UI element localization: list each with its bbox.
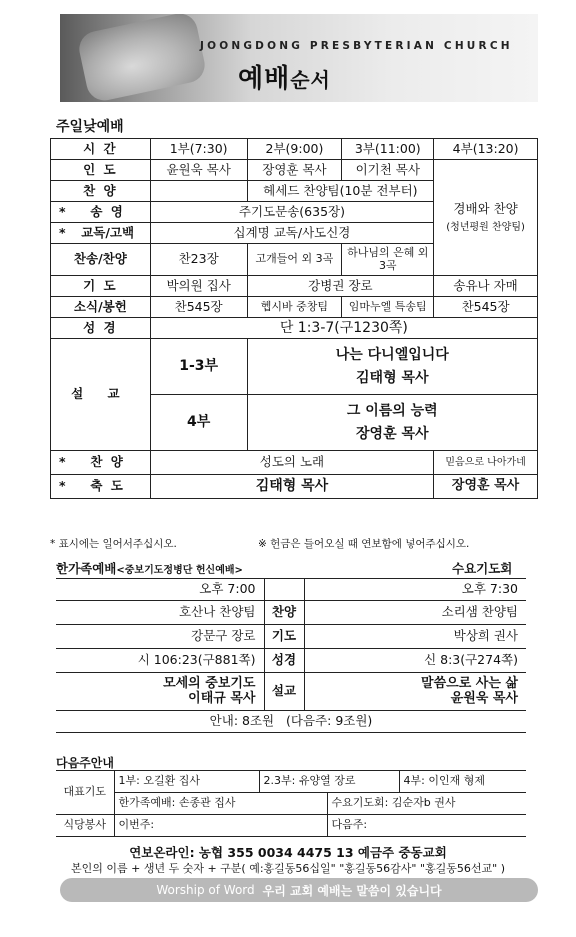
sermon-b-group: 4부 bbox=[150, 395, 247, 451]
next-week-table bbox=[56, 770, 526, 837]
row-label-praise: 찬양 bbox=[264, 601, 304, 625]
page-title: 예배순서 bbox=[238, 64, 331, 94]
table-row bbox=[56, 711, 526, 733]
praise-label: 찬 양 bbox=[51, 181, 151, 202]
benediction: 김태형 목사 bbox=[150, 475, 433, 499]
table-row bbox=[56, 601, 526, 625]
time-1: 1부(7:30) bbox=[150, 139, 247, 160]
sunday-order-table bbox=[50, 138, 538, 499]
family-service-title: 한가족예배<중보기도정병단 헌신예배> bbox=[56, 561, 243, 576]
table-row bbox=[51, 451, 538, 475]
time-label: 시 간 bbox=[51, 139, 151, 160]
left-sermon bbox=[56, 673, 264, 711]
offering-1: 찬545장 bbox=[150, 297, 247, 318]
benediction-label: * 축 도 bbox=[51, 475, 151, 499]
usher: 안내: 8조원 bbox=[209, 713, 275, 729]
usher-cell bbox=[56, 711, 526, 733]
table-row bbox=[56, 579, 526, 601]
slogan-kr: 우리 교회 예배는 말씀이 있습니다 bbox=[262, 883, 442, 898]
right-sermon bbox=[304, 673, 526, 711]
hymn-close-label: * 찬 양 bbox=[51, 451, 151, 475]
kitchen-label: 식당봉사 bbox=[56, 815, 114, 837]
next-prayer-1: 1부: 오길환 집사 bbox=[114, 771, 259, 793]
left-scripture: 시 106:23(구881쪽) bbox=[56, 649, 264, 673]
right-time: 오후 7:30 bbox=[304, 579, 526, 601]
time-3: 3부(11:00) bbox=[342, 139, 434, 160]
table-row bbox=[51, 160, 538, 181]
table-row bbox=[56, 815, 526, 837]
sunday-section-title: 주일낮예배 bbox=[56, 119, 124, 135]
account-info: 연보온라인: 농협 355 0034 4475 13 예금주 중동교회 bbox=[129, 845, 447, 860]
table-row bbox=[51, 475, 538, 499]
sermon-a bbox=[247, 339, 537, 395]
kitchen-next: 다음주: bbox=[327, 815, 526, 837]
invocation-label: 인 도 bbox=[51, 160, 151, 181]
next-wednesday: 수요기도회: 김순자b 권사 bbox=[327, 793, 526, 815]
table-row bbox=[56, 793, 526, 815]
right-sermon-preacher: 윤원욱 목사 bbox=[450, 690, 518, 706]
time-2: 2부(9:00) bbox=[247, 139, 342, 160]
next-prayer-label: 대표기도 bbox=[56, 771, 114, 815]
right-prayer: 박상희 권사 bbox=[304, 625, 526, 649]
left-sermon-title: 모세의 중보기도 bbox=[163, 675, 256, 691]
row-label-prayer: 기도 bbox=[264, 625, 304, 649]
invocation-2: 장영훈 목사 bbox=[247, 160, 342, 181]
offering-2: 헵시바 중창팀 bbox=[247, 297, 342, 318]
invocation-3: 이기천 목사 bbox=[342, 160, 434, 181]
slogan-banner bbox=[60, 878, 538, 902]
left-prayer: 강문구 장로 bbox=[56, 625, 264, 649]
col4-merged-title: 경배와 찬양 bbox=[453, 200, 518, 216]
row-label-scripture: 성경 bbox=[264, 649, 304, 673]
table-row bbox=[56, 673, 526, 711]
table-row bbox=[56, 625, 526, 649]
left-sermon-preacher: 이태규 목사 bbox=[188, 690, 256, 706]
table-row bbox=[56, 649, 526, 673]
praise2-3: 하나님의 은혜 외 3곡 bbox=[342, 244, 434, 276]
table-row bbox=[51, 318, 538, 339]
slogan-en: Worship of Word bbox=[156, 883, 255, 897]
next-week-title: 다음주안내 bbox=[56, 756, 114, 770]
next-prayer-23: 2.3부: 유양열 장로 bbox=[259, 771, 399, 793]
prayer-4: 송유나 자매 bbox=[434, 276, 538, 297]
evening-table bbox=[56, 578, 526, 733]
hymn-open-label: * 송 영 bbox=[51, 202, 151, 223]
benediction-4: 장영훈 목사 bbox=[434, 475, 538, 499]
note-stand: * 표시에는 일어서주십시오. bbox=[50, 538, 177, 550]
sermon-b-title: 그 이름의 능력 bbox=[346, 403, 438, 420]
praise2-label: 찬송/찬양 bbox=[51, 244, 151, 276]
hymn-close: 성도의 노래 bbox=[150, 451, 433, 475]
next-prayer-4: 4부: 이인재 형제 bbox=[399, 771, 526, 793]
sermon-a-preacher: 김태형 목사 bbox=[356, 369, 429, 386]
sermon-b-preacher: 장영훈 목사 bbox=[356, 425, 429, 442]
offering-3: 임마누엘 특송팀 bbox=[342, 297, 434, 318]
left-time: 오후 7:00 bbox=[56, 579, 264, 601]
note-offering: ※ 헌금은 들어오실 때 연보함에 넣어주십시오. bbox=[258, 538, 470, 550]
prayer-label: 기 도 bbox=[51, 276, 151, 297]
offering-label: 소식/봉헌 bbox=[51, 297, 151, 318]
time-4: 4부(13:20) bbox=[434, 139, 538, 160]
table-row bbox=[51, 139, 538, 160]
col4-merged-sub: (청년평원 찬양팀) bbox=[446, 221, 525, 233]
table-row bbox=[51, 297, 538, 318]
praise-team: 헤세드 찬양팀(10분 전부터) bbox=[247, 181, 434, 202]
table-row bbox=[56, 771, 526, 793]
sermon-label: 설 교 bbox=[51, 339, 151, 451]
offering-4: 찬545장 bbox=[434, 297, 538, 318]
kitchen-now: 이번주: bbox=[114, 815, 327, 837]
sermon-a-group: 1-3부 bbox=[150, 339, 247, 395]
account-format: 본인의 이름 + 생년 두 숫자 + 구분( 예:홍길동56십일" "홍길동56감사" "홍길동56선교" ) bbox=[71, 862, 505, 875]
usher-next: (다음주: 9조원) bbox=[286, 713, 373, 729]
prayer-23: 강병권 장로 bbox=[247, 276, 434, 297]
right-praise: 소리샘 찬양팀 bbox=[304, 601, 526, 625]
col4-merged-cell bbox=[434, 160, 538, 276]
bible-image bbox=[76, 14, 208, 102]
church-name: JOONGDONG PRESBYTERIAN CHURCH bbox=[200, 40, 513, 52]
hymn-close-4: 믿음으로 나아가네 bbox=[434, 451, 538, 475]
scripture: 단 1:3-7(구1230쪽) bbox=[150, 318, 537, 339]
creed-label: * 교독/고백 bbox=[51, 223, 151, 244]
praise2-1: 찬23장 bbox=[150, 244, 247, 276]
row-label-sermon: 설교 bbox=[264, 673, 304, 711]
creed: 십계명 교독/사도신경 bbox=[150, 223, 433, 244]
sermon-a-title: 나는 다니엘입니다 bbox=[335, 347, 449, 364]
left-praise: 호산나 찬양팀 bbox=[56, 601, 264, 625]
prayer-1: 박의원 집사 bbox=[150, 276, 247, 297]
wednesday-title: 수요기도회 bbox=[452, 561, 513, 576]
invocation-1: 윤원욱 목사 bbox=[150, 160, 247, 181]
right-sermon-title: 말씀으로 사는 삶 bbox=[421, 675, 518, 691]
scripture-label: 성 경 bbox=[51, 318, 151, 339]
table-row bbox=[51, 339, 538, 395]
hymn-open: 주기도문송(635장) bbox=[150, 202, 433, 223]
table-row bbox=[51, 276, 538, 297]
praise2-2: 고개들어 외 3곡 bbox=[247, 244, 342, 276]
next-family: 한가족예배: 손종관 집사 bbox=[114, 793, 327, 815]
right-scripture: 신 8:3(구274쪽) bbox=[304, 649, 526, 673]
sermon-b bbox=[247, 395, 537, 451]
